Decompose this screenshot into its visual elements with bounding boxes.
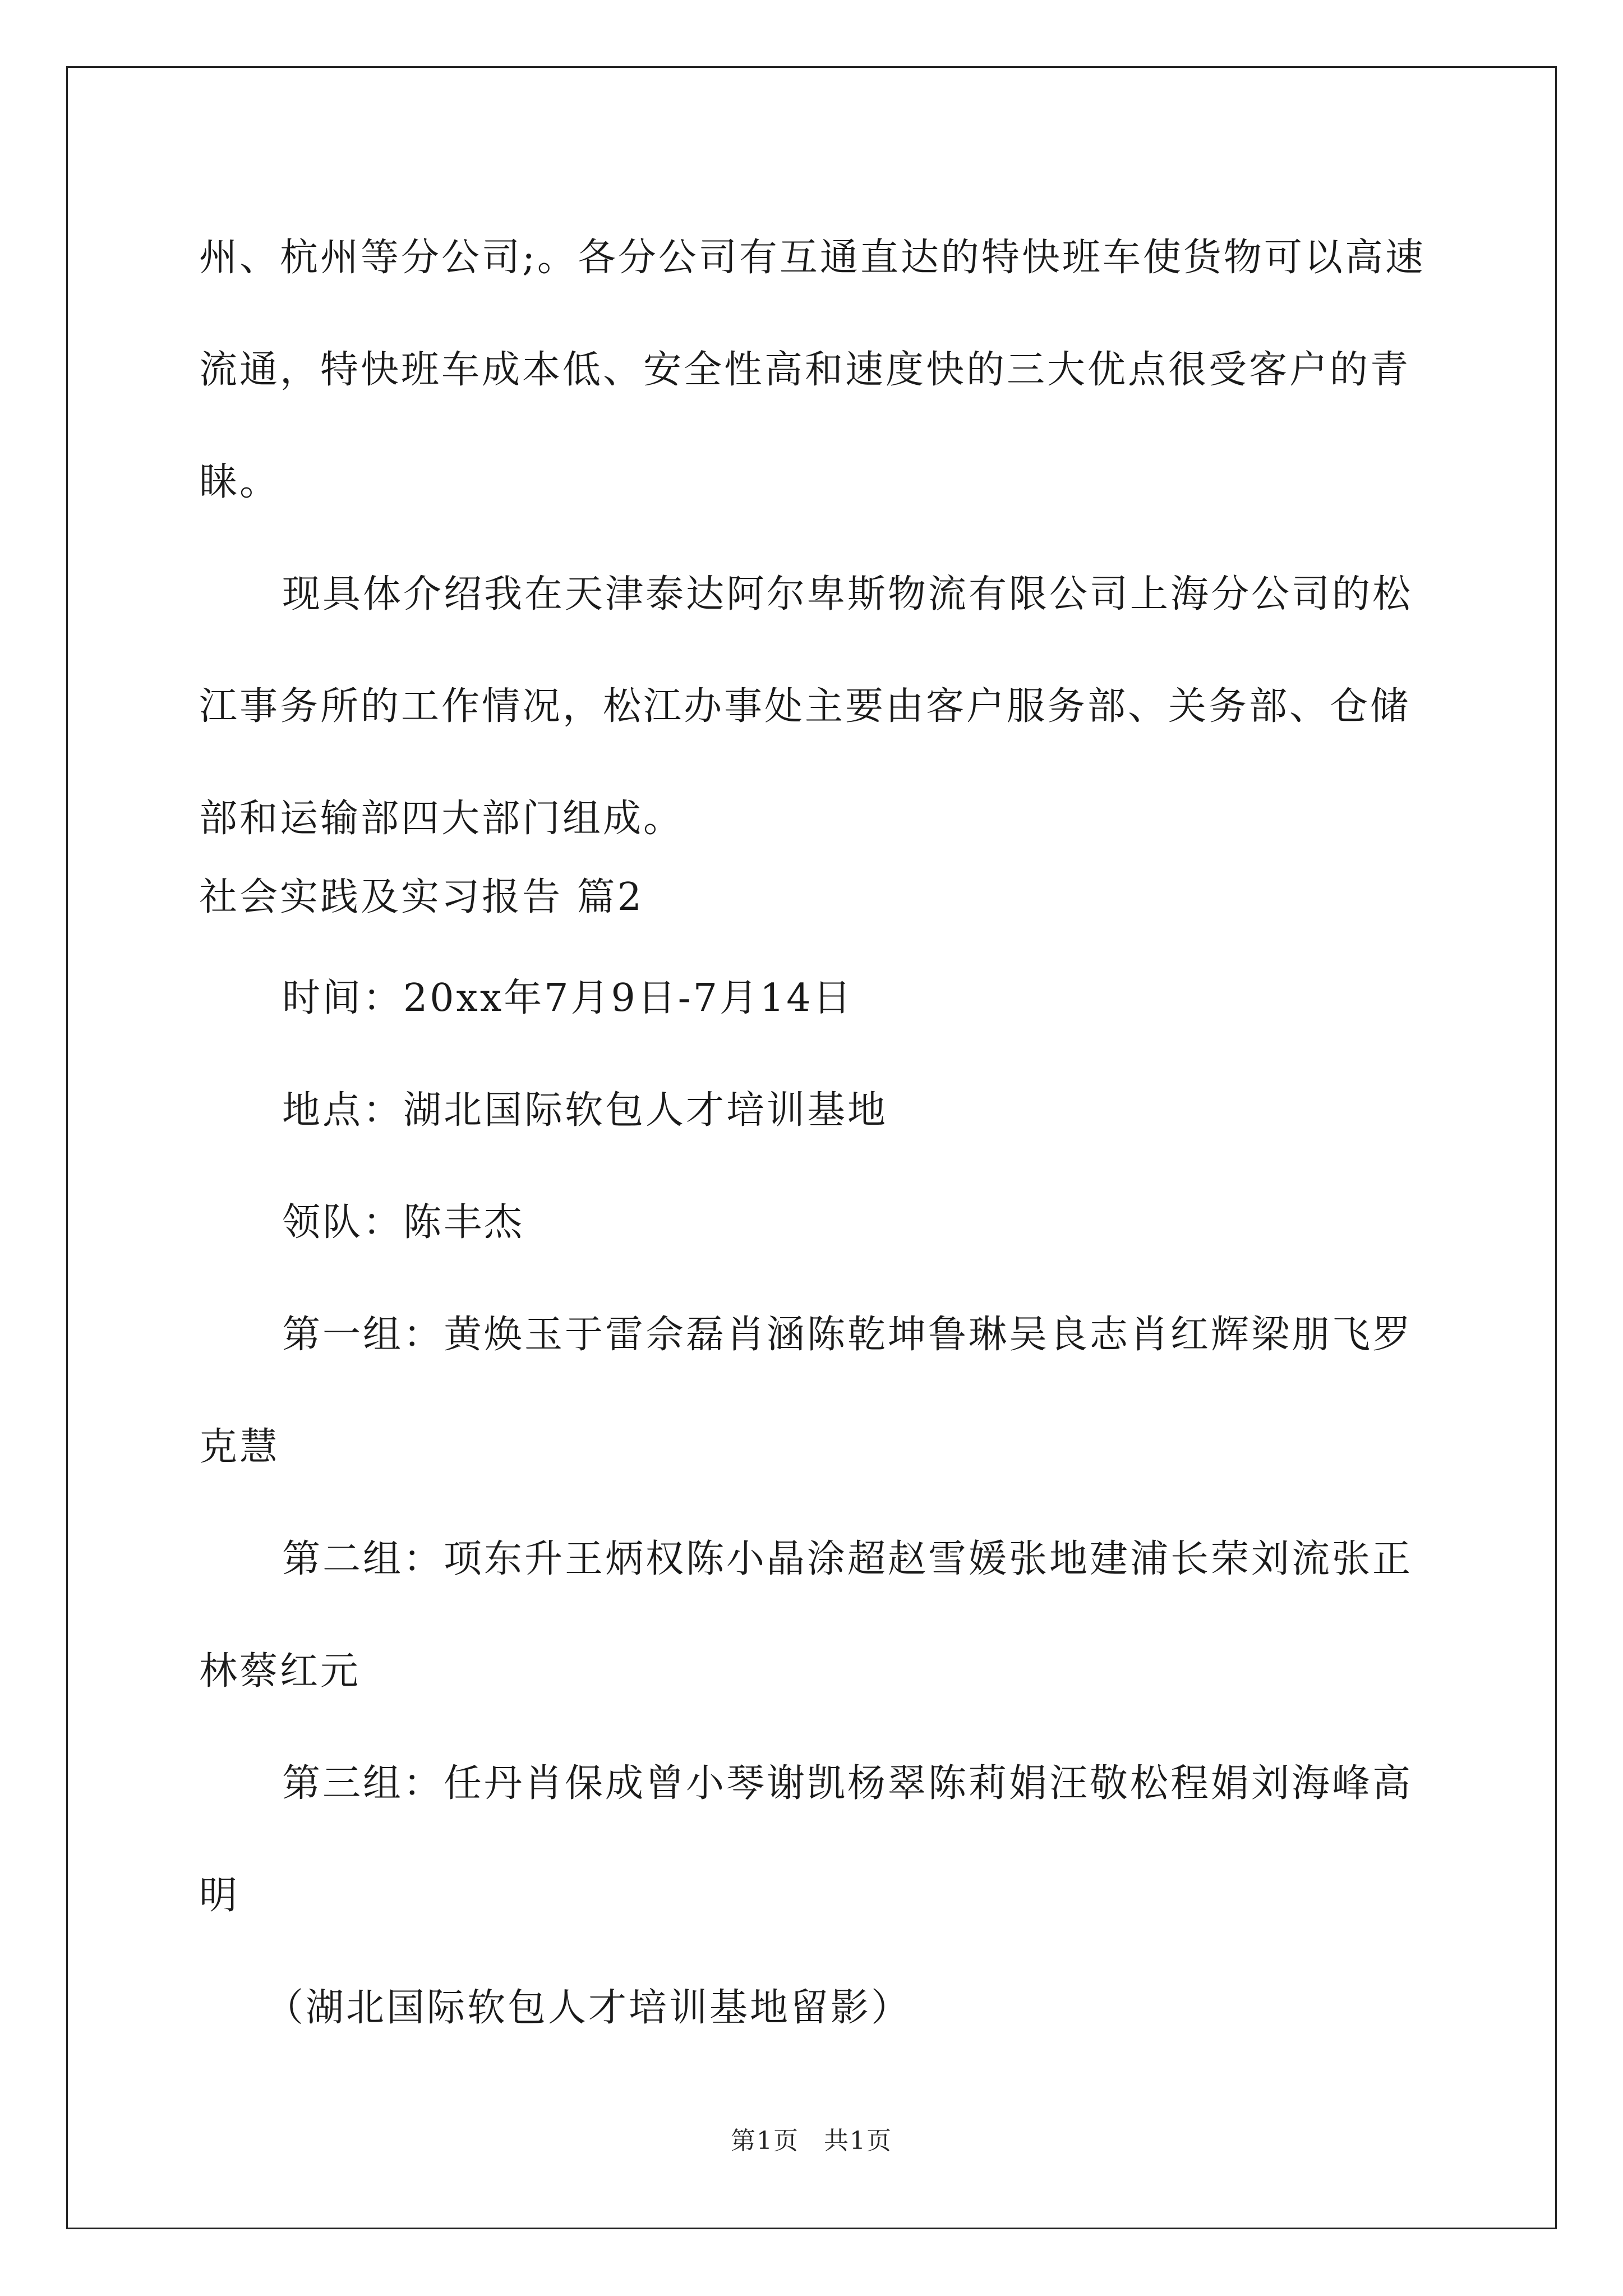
document-body-continued	[199, 942, 1427, 2064]
group-1-line-2: 克慧	[199, 1425, 280, 1469]
document-body	[199, 202, 1427, 875]
paragraph-2-line-3: 部和运输部四大部门组成。	[199, 797, 684, 841]
info-leader: 领队：陈丰杰	[282, 1200, 525, 1245]
paragraph-2-line-2: 江事务所的工作情况，松江办事处主要由客户服务部、关务部、仓储	[199, 684, 1411, 729]
page-footer	[0, 2120, 1623, 2156]
info-place: 地点：湖北国际软包人才培训基地	[282, 1088, 888, 1133]
photo-caption: （湖北国际软包人才培训基地留影）	[265, 1986, 912, 2030]
paragraph-1-line-3: 睐。	[199, 460, 280, 504]
group-2-line-2: 林蔡红元	[199, 1649, 361, 1694]
page-number: 第1页	[731, 2127, 799, 2155]
group-3-line-1: 第三组：任丹肖保成曾小琴谢凯杨翠陈莉娟汪敬松程娟刘海峰高	[282, 1761, 1413, 1806]
paragraph-1-line-1: 州、杭州等分公司;。各分公司有互通直达的特快班车使货物可以高速	[199, 236, 1426, 280]
paragraph-1-line-2: 流通，特快班车成本低、安全性高和速度快的三大优点很受客户的青	[199, 348, 1411, 392]
group-2-line-1: 第二组：项东升王炳权陈小晶涂超赵雪媛张地建浦长荣刘流张正	[282, 1537, 1413, 1581]
group-3-line-2: 明	[199, 1874, 240, 1918]
section-heading: 社会实践及实习报告 篇2	[199, 875, 644, 919]
page-total: 共1页	[824, 2127, 892, 2155]
group-1-line-1: 第一组：黄焕玉于雷佘磊肖涵陈乾坤鲁琳吴良志肖红辉梁朋飞罗	[282, 1313, 1413, 1357]
paragraph-2-line-1: 现具体介绍我在天津泰达阿尔卑斯物流有限公司上海分公司的松	[282, 572, 1413, 616]
info-time: 时间：20xx年7月9日-7月14日	[282, 976, 854, 1020]
